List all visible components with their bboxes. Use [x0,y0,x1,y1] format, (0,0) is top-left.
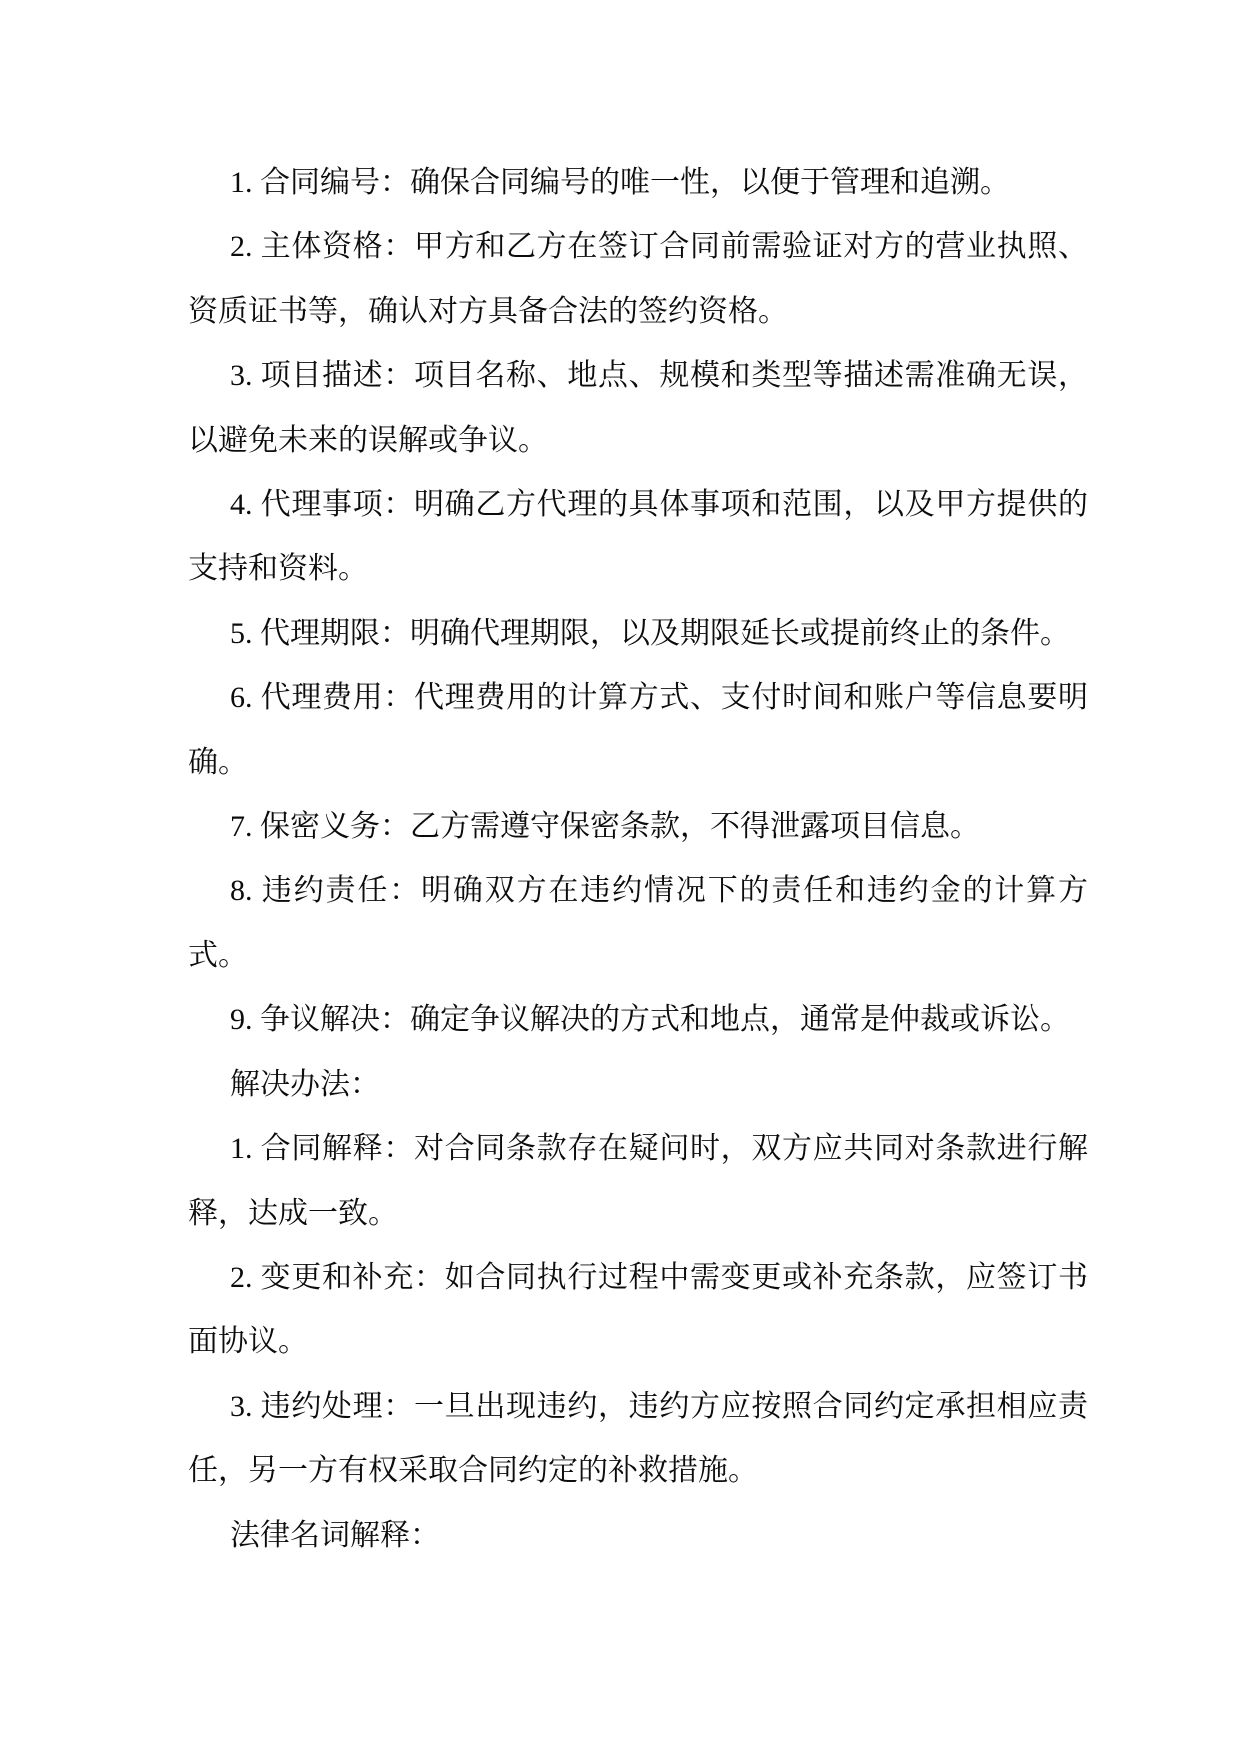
paragraph-item-6: 6. 代理费用：代理费用的计算方式、支付时间和账户等信息要明确。 [188,681,1088,779]
paragraph-item-4: 4. 代理事项：明确乙方代理的具体事项和范围，以及甲方提供的支持和资料。 [188,488,1088,586]
paragraph-item-3: 3. 项目描述：项目名称、地点、规模和类型等描述需准确无误，以避免未来的误解或争议。 [188,359,1088,457]
paragraph-item-1: 1. 合同编号：确保合同编号的唯一性，以便于管理和追溯。 [230,166,1010,199]
paragraph-heading-legal-terms: 法律名词解释： [230,1518,440,1552]
paragraph-item-7: 7. 保密义务：乙方需遵守保密条款，不得泄露项目信息。 [230,810,980,844]
solution-item-3: 3. 违约处理：一旦出现违约，违约方应按照合同约定承担相应责任，另一方有权采取合同约定的补救措施。 [188,1389,1088,1488]
paragraph-heading-solutions: 解决办法： [230,1067,380,1101]
paragraph-item-9: 9. 争议解决：确定争议解决的方式和地点，通常是仲裁或诉讼。 [230,1003,1070,1037]
paragraph-item-5: 5. 代理期限：明确代理期限，以及期限延长或提前终止的条件。 [230,616,1070,650]
solution-item-1: 1. 合同解释：对合同条款存在疑问时，双方应共同对条款进行解释，达成一致。 [188,1132,1088,1230]
paragraph-item-2: 2. 主体资格：甲方和乙方在签订合同前需验证对方的营业执照、资质证书等，确认对方具备合法的签约资格。 [188,230,1088,328]
document-text-block [188,151,1088,1568]
paragraph-item-8: 8. 违约责任：明确双方在违约情况下的责任和违约金的计算方式。 [188,874,1088,972]
solution-item-2: 2. 变更和补充：如合同执行过程中需变更或补充条款，应签订书面协议。 [188,1260,1088,1359]
